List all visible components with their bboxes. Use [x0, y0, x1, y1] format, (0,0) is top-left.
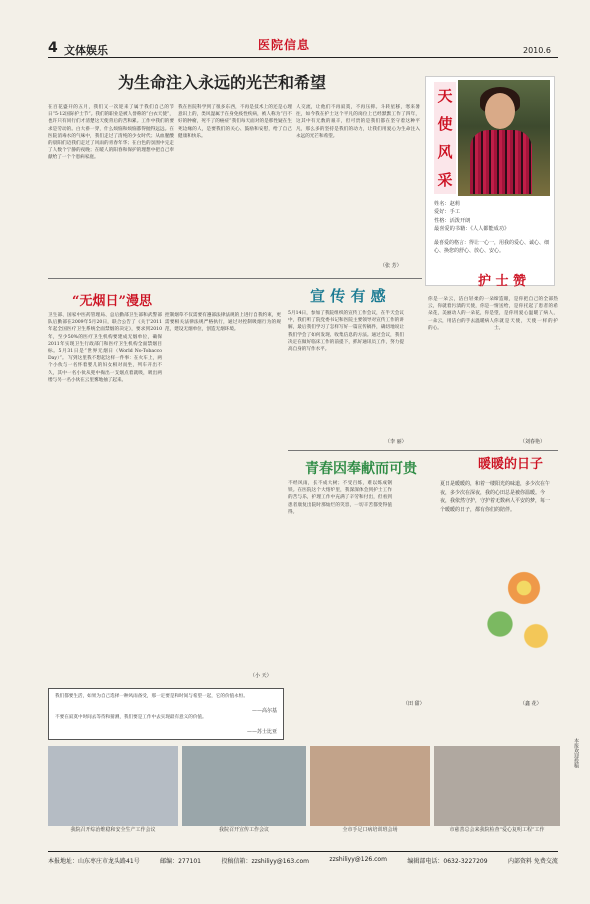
photo-1: [48, 746, 178, 836]
spine-note: 本报欢迎投稿: [573, 738, 579, 768]
profile-vertical-title: 天使风采: [434, 82, 456, 194]
masthead: 医院信息: [258, 38, 311, 52]
main-article-col1: 在百花盛开的五月，我们又一次迎来了属于我们自己的节日“5·12国际护士节”。我们的职业是被人誉称的“白衣天使”，也许只有同行们才清楚这天使背后的苦和累。工作中我们的要求是劳动的。白大褂一穿，什么烦恼和烦恼都得抛得远远。在医院消毒水的气味中，我们走过了清纯的少女时代；从血腥酸的晨阳们迈我们走过了风雨的青春年华；在白色的氛围中完走了人数个宁静的夜晚；在暖人的阳春和保护的理想中把自己奉献给了一个个患病家庭。: [48, 105, 174, 161]
profile-personality: 性格：活泼开朗: [434, 217, 471, 224]
main-article-title: 为生命注入永远的光芒和希望: [118, 73, 327, 92]
profile-book: 最喜爱的书籍：《人人都能成功》: [434, 226, 510, 233]
spring-article-text: 不经风雨，长不成大树；不受百炼，难以炼成钢铁。在医院这个大熔炉里，我深深体会到护士工作的苦与乐，护理工作中充满了辛劳和付出，但看到患者康复出院时那灿烂的笑容，一切辛苦都变得值得。: [288, 481, 392, 515]
footer-email1[interactable]: 投稿信箱：zzshiliyy@163.com: [221, 858, 309, 865]
footer-address: 本报地址：山东枣庄市龙头路41号: [48, 858, 140, 865]
profile-hobby: 爱好：手工: [434, 209, 460, 216]
no-smoking-col2: 控制烟草不仅需要有遵部法律法规的上进行自我约束，更需要相关法律法规严格执行，通过对控制吸烟行为的规范，建设无烟单位，创造无烟环境。: [165, 313, 281, 333]
main-article-col3: 人交流，让他们不再寂寞，不再压抑。斗转星移，寒来暑往，如今我在护士这个平凡的岗位上已经默默工作了四年，这其中有无数的艰辛，但可贵的是我们都在坚守着这种平凡，那么多的坚持是我们的动力，让我们用爱心为生命注入永远的光芒和希望。: [296, 105, 420, 139]
main-article-author: （张 芳）: [380, 263, 402, 269]
quote-author1: ——高尔基: [251, 708, 277, 714]
main-article-col2: 我在医院科学到了很多东西，不再是技术上的还是心理意识上的，类风湿属于在身免疫性疾病，被人称为“百不好的肿瘤，死不了的癌症”我们每天面对的是那性疑在生死边缘的人，是要我们的关心、鼓励和安慰，给了自己健康和快乐。: [178, 105, 292, 139]
profile-motto: 最喜爱的格言：得让一心一，用我的爱心、诚心、细心、换您的舒心、放心、安心。: [434, 240, 550, 254]
profile-info: [434, 200, 549, 234]
footer-phone: 编辑部电话：0632-3227209: [407, 858, 488, 865]
footer-email2[interactable]: zzshiliyy@126.com: [329, 856, 387, 863]
no-smoking-col1: [48, 312, 162, 678]
photo-2-caption: 我院召开宣传工作会议: [218, 827, 269, 833]
footer-postcode: 邮编：277101: [160, 858, 201, 865]
page-number: 4: [48, 40, 58, 56]
photo-1-caption: 我院召开综治维稳和安全生产工作会议: [70, 827, 156, 833]
no-smoking-text1: 卫生部、国家中医药管理局、总后勤部卫生部和武警部队后勤部在2009年5月20日，联合公告了《关于2011年起全国医疗卫生系统全面禁烟的决定》，要求到2010年，至少50%的医疗卫生机构要建成无烟单位，确保2011年实现卫生行政部门和医疗卫生机构全面禁烟目标。5月31日是“世界无烟日（World No-Tobacco Day）”。: [48, 313, 162, 362]
photo-4-caption: 市慈善总会来我院检查“爱心复明工程”工作: [449, 827, 545, 833]
page-footer: [48, 851, 558, 871]
photo-3-image: [310, 746, 430, 826]
photo-3: [310, 746, 430, 836]
no-smoking-author: （小 天）: [250, 673, 272, 679]
quote-author2: ——苏士比亚: [246, 729, 277, 735]
photo-2-image: [182, 746, 306, 826]
propaganda-title: 宣 传 有 感: [310, 287, 386, 305]
propaganda-author: （李 丽）: [385, 439, 407, 445]
profile-name: 姓名：赵莉: [434, 201, 460, 207]
warm-days-poem: 夏日是暖暖的，和着一缕阳光的味道，多少次在午夜，多少次在深夜，我的心田总是被你温暖。今夜，我依然守护，守护着无数病人平安的梦，每一个暖暖的日子，都有你们的陪伴。: [440, 481, 551, 513]
issue-date: 2010.6: [523, 46, 551, 55]
nurse-face: [485, 93, 515, 129]
nurse-poem-col1: 你是一朵云，洁白轻柔的一朵云，你就着污渍的天使，你是一朵花，美丽动人的一朵花，你是一朵云，用洁白的手去温暖病人的心。: [428, 297, 494, 331]
nurse-shirt: [470, 130, 532, 194]
photo-3-caption: 全市手足口病培训班会场: [342, 827, 398, 833]
warm-days-title: 暖暖的日子: [478, 457, 544, 472]
section-title: 文体娱乐: [64, 44, 108, 57]
quote-text1: 我们都要生活，如果为自己选择一种风雨备受，那一定要是和时间与希望一起，它的价值永恒。: [55, 694, 248, 699]
photo-2: [182, 746, 306, 836]
divider: [48, 278, 422, 279]
nurse-poem-author: （刘春艳）: [520, 439, 546, 445]
photo-1-image: [48, 746, 178, 826]
warm-days-author: （鑫 花）: [520, 701, 542, 707]
quote-text2: 不要在寂寞中时间去等待和猜测，我们要是工作中去实现最有意义的价值。: [55, 715, 207, 720]
photo-4: [434, 746, 560, 836]
spring-article-title: 青春因奉献而可贵: [305, 461, 417, 477]
photo-4-image: [434, 746, 560, 826]
quote-box: [48, 688, 284, 740]
footer-note: 内部资料 免费交流: [508, 858, 558, 865]
no-smoking-title: “无烟日”漫思: [72, 294, 152, 309]
propaganda-text: 5月14日，参加了我院组织的宣传工作会议，在半天会议中，我们听了院党委书记和医院主要领导对宣传工作的讲解，最后我们学习了怎样写好一篇宣传稿件，确切地说让我们学会了如何发现、收集信息的方法。通过会议，我们决定在做好临床工作的前提下，抓好通讯员工作，努力提高自身的写作水平。: [288, 311, 404, 353]
spring-article-author: （田 甜）: [403, 701, 425, 707]
divider: [288, 450, 558, 451]
nurse-poem-col2: 缔造眼，是你把自己的全部热情送给，是你托起了患者的希望，是你用爱心温暖了病人，你就是天使，天使一样的护士。: [494, 297, 558, 331]
nurse-poem-title: 护 士 赞: [478, 274, 527, 289]
no-smoking-text2: 写到这里我不想起这样一件事：在火车上，两个小伙与一名怀着婴儿的妇女相对而坐，列车开出不久，其中一名小伙从兜中掏出一支烟点着就吸，吸出两缕与另一名小伙在云里雾地抽了起来。: [48, 356, 162, 383]
